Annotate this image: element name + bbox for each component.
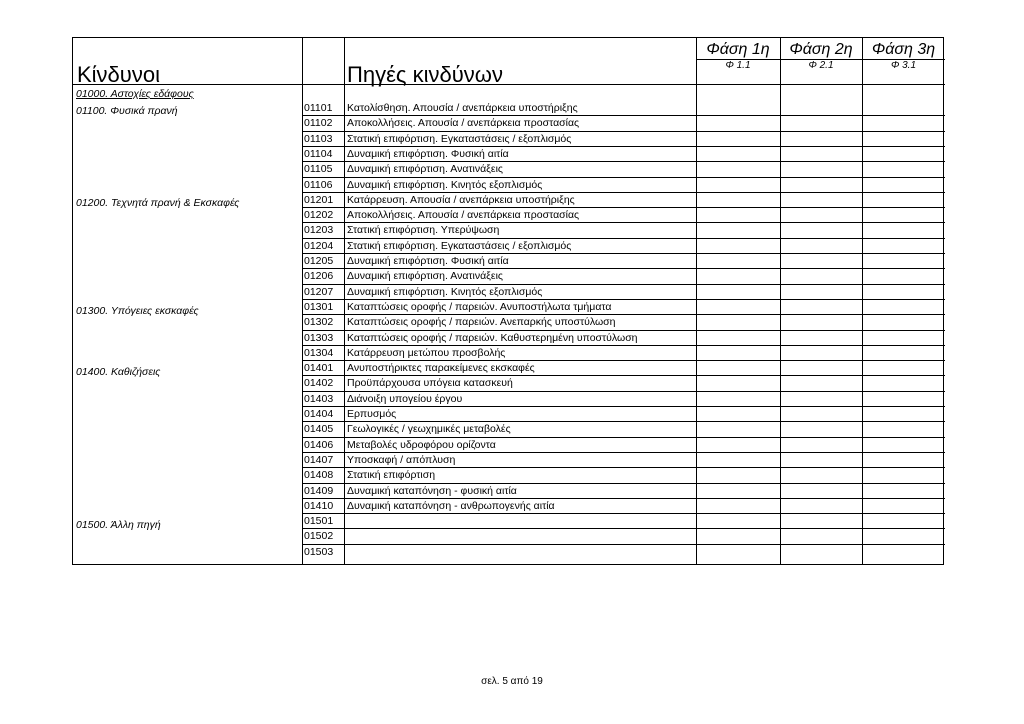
row-source: Δυναμική επιφόρτιση. Ανατινάξεις <box>347 270 503 282</box>
row-code: 01101 <box>304 102 333 114</box>
row-divider <box>302 284 945 285</box>
col-divider <box>862 38 863 564</box>
row-divider <box>302 161 945 162</box>
category-label: 01400. Καθιζήσεις <box>76 366 161 378</box>
row-code: 01203 <box>304 224 334 236</box>
row-code: 01106 <box>304 179 333 191</box>
row-source: Δυναμική επιφόρτιση. Φυσική αιτία <box>347 255 509 267</box>
row-code: 01405 <box>304 423 334 435</box>
row-divider <box>302 360 945 361</box>
row-code: 01206 <box>304 270 334 282</box>
row-code: 01304 <box>304 347 334 359</box>
row-source: Ανυποστήρικτες παρακείμενες εκσκαφές <box>347 362 535 374</box>
phase-2-header: Φάση 2η <box>789 41 853 58</box>
phase-1-sub: Φ 1.1 <box>725 60 751 71</box>
row-code: 01404 <box>304 408 334 420</box>
category-label: 01100. Φυσικά πρανή <box>76 105 178 117</box>
row-code: 01202 <box>304 209 334 221</box>
row-source: Διάνοιξη υπογείου έργου <box>347 393 463 405</box>
row-divider <box>302 131 945 132</box>
row-divider <box>302 391 945 392</box>
phase-1-header: Φάση 1η <box>706 41 770 58</box>
row-source: Στατική επιφόρτιση. Εγκαταστάσεις / εξοπλισμός <box>347 240 572 252</box>
row-code: 01207 <box>304 286 334 298</box>
row-divider <box>302 222 945 223</box>
row-divider <box>302 437 945 438</box>
row-source: Ερπυσμός <box>347 408 397 420</box>
row-source: Κατάρρευση. Απουσία / ανεπάρκεια υποστήριξης <box>347 194 575 206</box>
row-source: Δυναμική επιφόρτιση. Ανατινάξεις <box>347 163 503 175</box>
category-label: 01300. Υπόγειες εκσκαφές <box>76 305 199 317</box>
row-code: 01406 <box>304 439 334 451</box>
row-source: Κατολίσθηση. Απουσία / ανεπάρκεια υποστήριξης <box>347 102 578 114</box>
row-code: 01204 <box>304 240 334 252</box>
sources-header: Πηγές κινδύνων <box>347 62 503 87</box>
row-divider <box>302 299 945 300</box>
row-source: Δυναμική επιφόρτιση. Κινητός εξοπλισμός <box>347 286 543 298</box>
row-divider <box>302 345 945 346</box>
row-source: Στατική επιφόρτιση <box>347 469 436 481</box>
row-code: 01402 <box>304 377 334 389</box>
row-divider <box>302 406 945 407</box>
row-divider <box>302 177 945 178</box>
row-source: Στατική επιφόρτιση. Εγκαταστάσεις / εξοπλισμός <box>347 133 572 145</box>
row-divider <box>302 330 945 331</box>
risks-header: Κίνδυνοι <box>77 62 160 87</box>
row-code: 01102 <box>304 117 333 129</box>
row-divider <box>302 544 945 545</box>
row-divider <box>302 192 945 193</box>
row-code: 01301 <box>304 301 334 313</box>
row-source: Υποσκαφή / απόπλυση <box>347 454 456 466</box>
col-divider <box>780 38 781 564</box>
row-divider <box>302 452 945 453</box>
phase-3-header: Φάση 3η <box>871 41 936 58</box>
row-source: Κατάρρευση μετώπου προσβολής <box>347 347 506 359</box>
category-label: 01500. Άλλη πηγή <box>76 519 161 531</box>
category-label: 01200. Τεχνητά πρανή & Εκσκαφές <box>76 197 240 209</box>
row-source: Αποκολλήσεις. Απουσία / ανεπάρκεια προστασίας <box>347 117 580 129</box>
row-source: Γεωλογικές / γεωχημικές μεταβολές <box>347 423 511 435</box>
row-code: 01502 <box>304 530 334 542</box>
row-code: 01104 <box>304 148 333 160</box>
row-code: 01403 <box>304 393 334 405</box>
row-source: Στατική επιφόρτιση. Υπερύψωση <box>347 224 500 236</box>
risk-table <box>72 37 944 565</box>
col-divider <box>302 38 303 564</box>
row-source: Δυναμική καταπόνηση - φυσική αιτία <box>347 485 517 497</box>
row-divider <box>302 513 945 514</box>
row-code: 01501 <box>304 515 334 527</box>
row-source: Καταπτώσεις οροφής / παρειών. Ανυποστήλωτα τμήματα <box>347 301 612 313</box>
row-code: 01408 <box>304 469 334 481</box>
row-code: 01105 <box>304 163 333 175</box>
row-source: Δυναμική καταπόνηση - ανθρωπογενής αιτία <box>347 500 555 512</box>
row-divider <box>302 483 945 484</box>
row-divider <box>302 115 945 116</box>
row-divider <box>302 238 945 239</box>
row-code: 01407 <box>304 454 334 466</box>
page-number: σελ. 5 από 19 <box>481 676 543 687</box>
category-label: 01000. Αστοχίες εδάφους <box>76 88 194 100</box>
row-code: 01410 <box>304 500 334 512</box>
col-divider <box>344 38 345 564</box>
row-source: Αποκολλήσεις. Απουσία / ανεπάρκεια προστασίας <box>347 209 580 221</box>
row-source: Δυναμική επιφόρτιση. Φυσική αιτία <box>347 148 509 160</box>
row-source: Καταπτώσεις οροφής / παρειών. Καθυστερημένη υποστύλωση <box>347 332 638 344</box>
row-code: 01409 <box>304 485 334 497</box>
row-code: 01401 <box>304 362 334 374</box>
row-divider <box>302 268 945 269</box>
row-divider <box>302 467 945 468</box>
row-code: 01103 <box>304 133 333 145</box>
row-divider <box>302 146 945 147</box>
row-divider <box>302 253 945 254</box>
row-divider <box>302 314 945 315</box>
row-source: Προϋπάρχουσα υπόγεια κατασκευή <box>347 377 513 389</box>
row-source: Δυναμική επιφόρτιση. Κινητός εξοπλισμός <box>347 179 543 191</box>
header-divider <box>73 84 945 85</box>
row-code: 01503 <box>304 546 334 558</box>
row-divider <box>302 375 945 376</box>
phase-2-sub: Φ 2.1 <box>808 60 834 71</box>
row-source: Μεταβολές υδροφόρου ορίζοντα <box>347 439 496 451</box>
row-divider <box>302 528 945 529</box>
row-divider <box>302 498 945 499</box>
row-source: Καταπτώσεις οροφής / παρειών. Ανεπαρκής υποστύλωση <box>347 316 616 328</box>
row-code: 01302 <box>304 316 334 328</box>
phase-3-sub: Φ 3.1 <box>890 60 917 71</box>
col-divider <box>696 38 697 564</box>
row-divider <box>302 421 945 422</box>
row-code: 01201 <box>304 194 334 206</box>
row-code: 01303 <box>304 332 334 344</box>
row-code: 01205 <box>304 255 334 267</box>
row-divider <box>302 207 945 208</box>
